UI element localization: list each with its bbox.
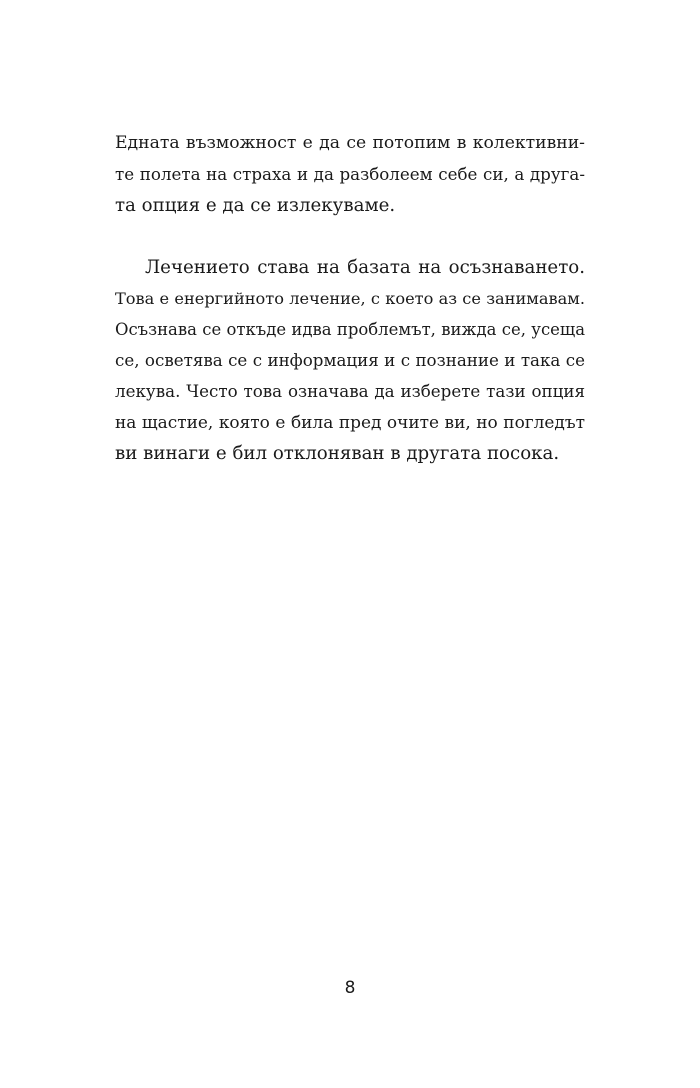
text-line: Това е енергийното лечение, с което аз се занимавам. <box>115 289 585 308</box>
text-line: Осъзнава се откъде идва проблемът, вижда се, усеща <box>115 320 585 339</box>
text-line: на щастие, която е била пред очите ви, но погледът <box>115 412 585 432</box>
text-line: ви винаги е бил отклоняван в другата посока. <box>115 443 560 464</box>
paragraph-2 <box>115 252 585 469</box>
text-line: се, осветява се с информация и с познание и така се <box>115 350 585 370</box>
text-line: лекува. Често това означава да изберете тази опция <box>115 381 585 401</box>
paragraph-gap <box>115 221 585 252</box>
text-line: те полета на страха и да разболеем себе си, а друга- <box>115 164 585 184</box>
text-line: Едната възможност е да се потопим в колективни- <box>115 133 585 153</box>
text-line: Лечението става на базата на осъзнаването. <box>145 257 585 278</box>
paragraph-1 <box>115 128 585 221</box>
body-text <box>115 128 585 469</box>
page-number: 8 <box>344 978 356 998</box>
text-line: та опция е да се излекуваме. <box>115 195 396 216</box>
